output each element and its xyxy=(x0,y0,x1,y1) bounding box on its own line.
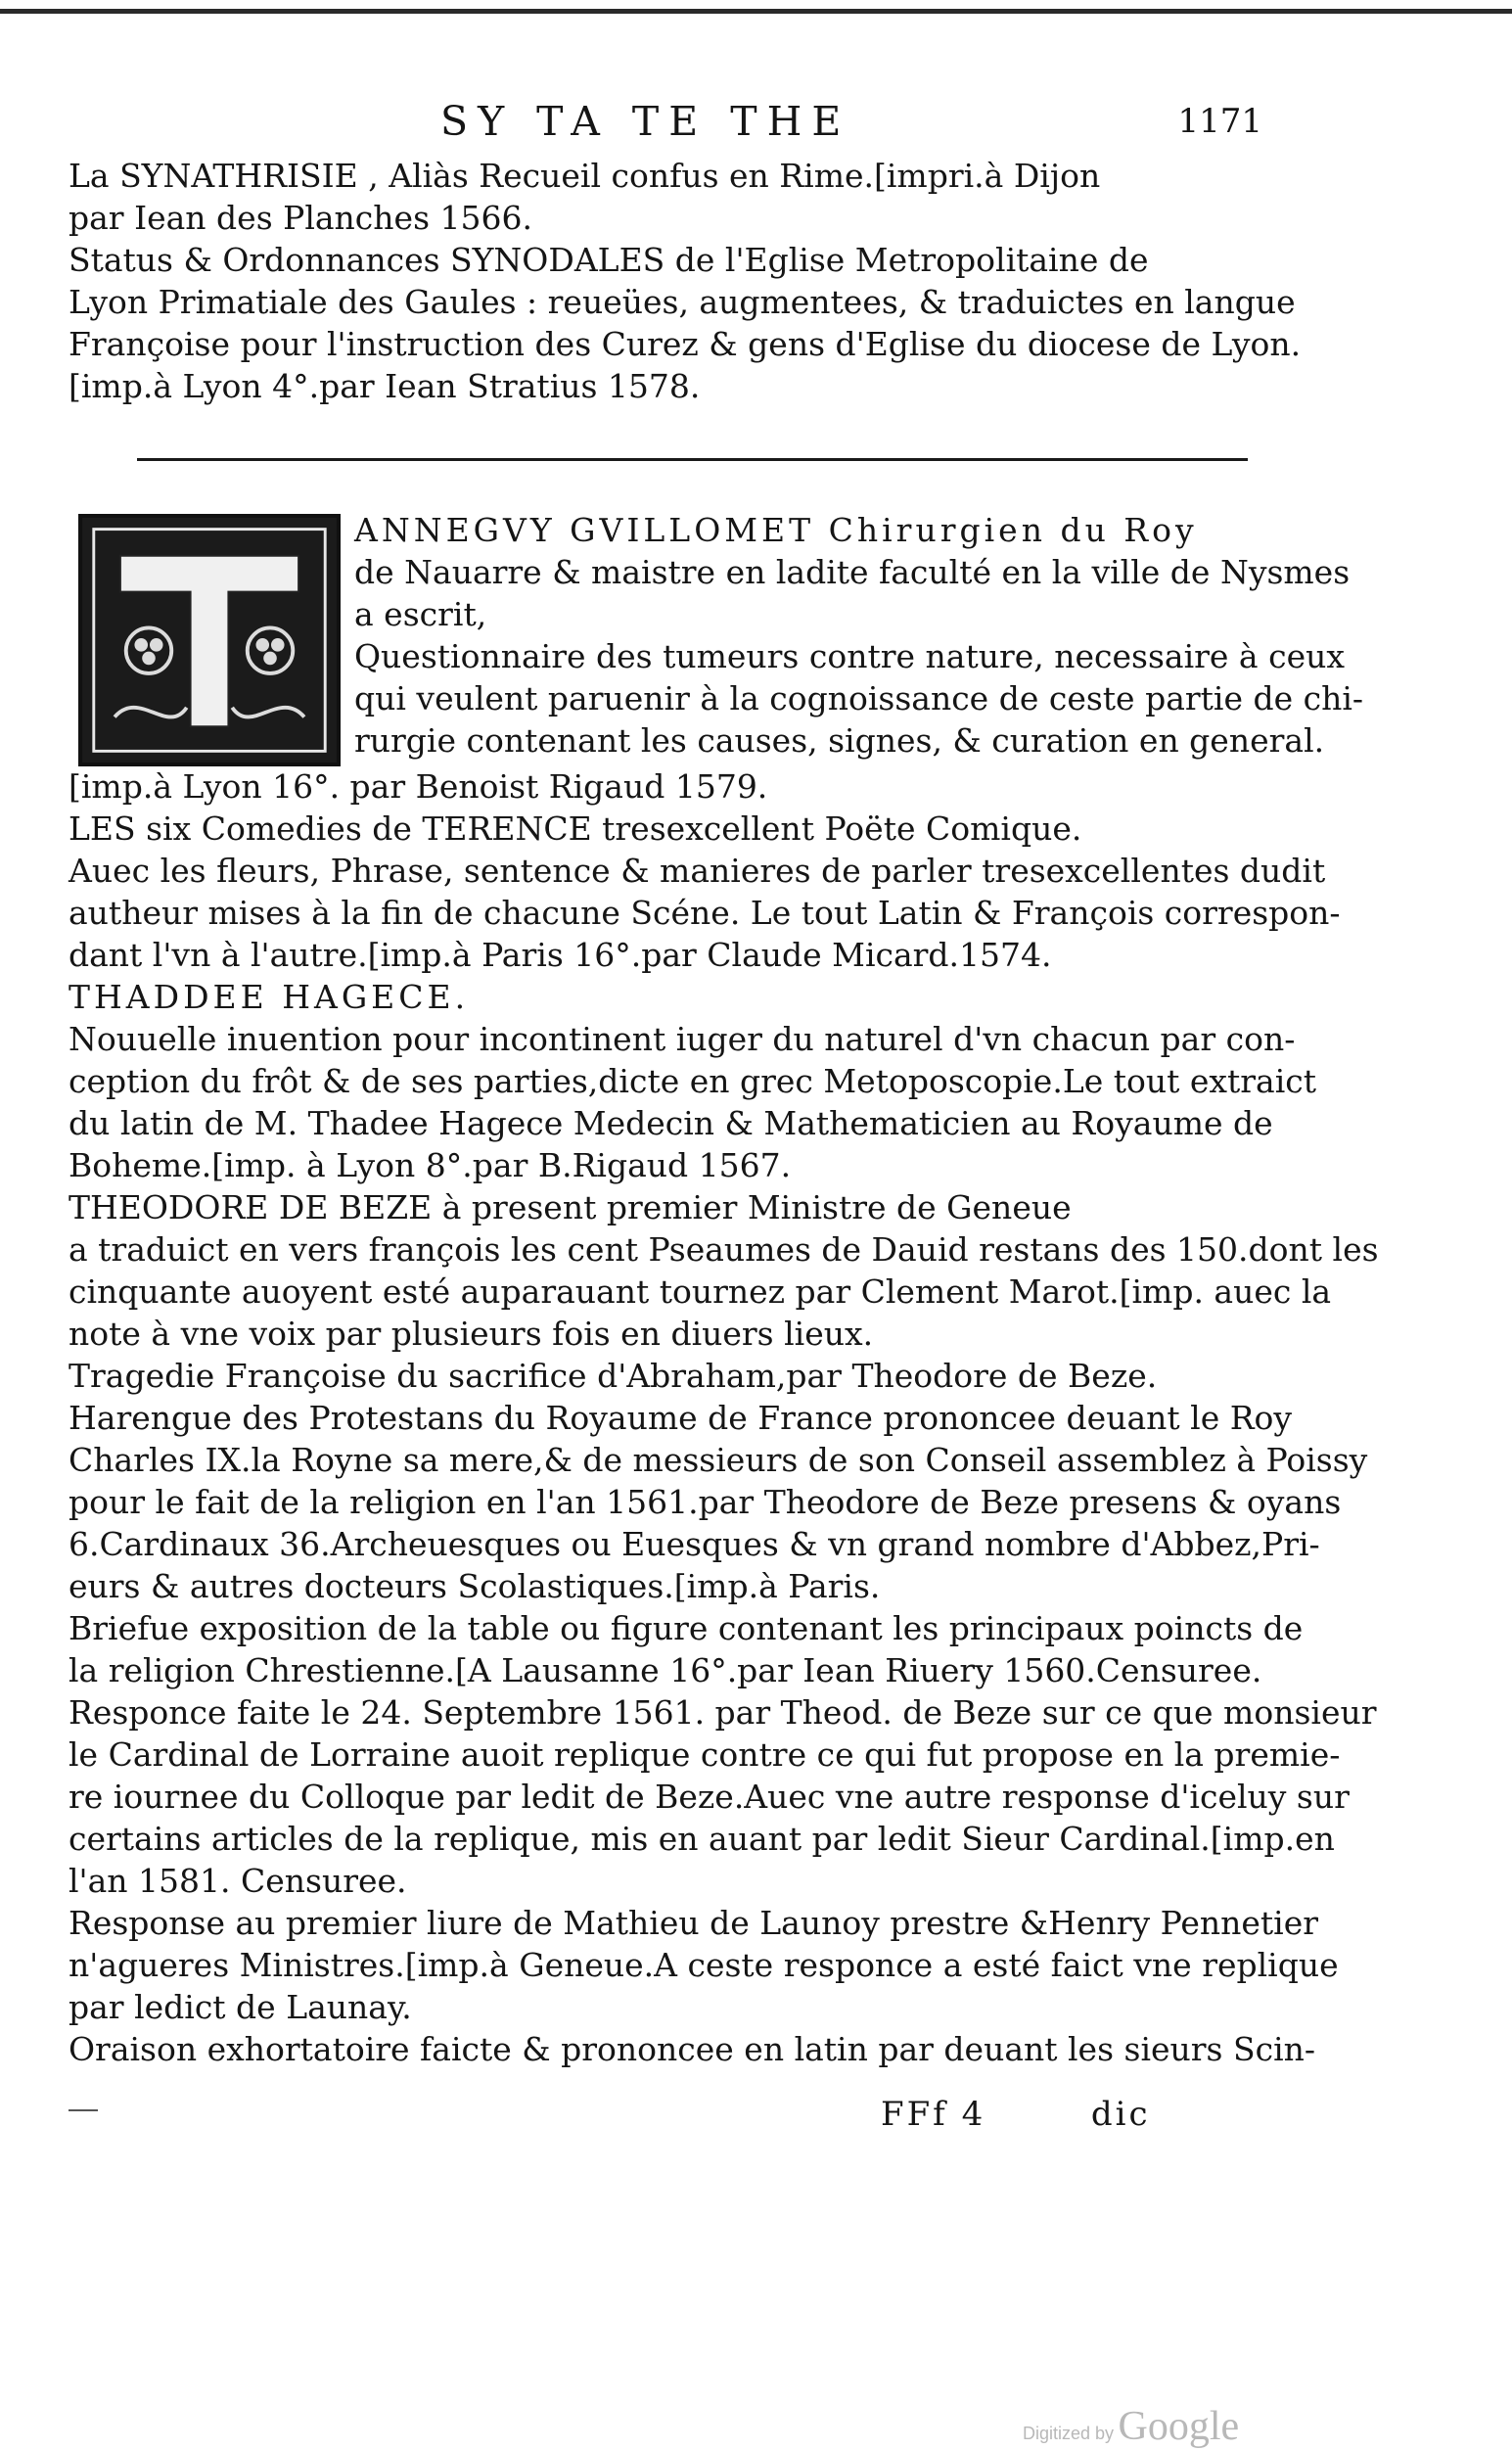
top-entries xyxy=(69,155,1302,407)
entry-status-line-2: Lyon Primatiale des Gaules : reueües, augmentees, & traduictes en langue xyxy=(69,283,1296,321)
entry-synathrisie-line-2: par Iean des Planches 1566. xyxy=(69,199,532,237)
watermark-prefix: Digitized by xyxy=(1023,2424,1115,2443)
body-line: Boheme.[imp. à Lyon 8°.par B.Rigaud 1567. xyxy=(69,1146,792,1184)
guillomet-line-2: de Nauarre & maistre en ladite faculté en la ville de Nysmes xyxy=(354,553,1351,591)
body-line: THADDEE HAGECE. xyxy=(69,978,470,1016)
body-line: Tragedie Françoise du sacrifice d'Abraham,par Theodore de Beze. xyxy=(69,1357,1158,1395)
margin-mark xyxy=(69,2109,98,2111)
body-line: Auec les fleurs, Phrase, sentence & manieres de parler tresexcellentes dudit xyxy=(69,852,1326,890)
guillomet-line-4: Questionnaire des tumeurs contre nature, necessaire à ceux xyxy=(354,637,1345,675)
page-footer xyxy=(881,2095,1151,2134)
body-line: par ledict de Launay. xyxy=(69,1988,412,2026)
guillomet-line-6: rurgie contenant les causes, signes, & curation en general. xyxy=(354,721,1325,760)
body-line: Briefue exposition de la table ou figure contenant les principaux poincts de xyxy=(69,1609,1304,1647)
body-line: ception du frôt & de ses parties,dicte en grec Metoposcopie.Le tout extraict xyxy=(69,1062,1317,1100)
body-line: re iournee du Colloque par ledit de Beze.Auec vne autre response d'iceluy sur xyxy=(69,1778,1350,1816)
body-line: Oraison exhortatoire faicte & prononcee en latin par deuant les sieurs Scin- xyxy=(69,2030,1316,2068)
body-line: note à vne voix par plusieurs fois en diuers lieux. xyxy=(69,1315,874,1353)
entry-status-line-3: Françoise pour l'instruction des Curez & gens d'Eglise du diocese de Lyon. xyxy=(69,325,1302,363)
body-line: n'agueres Ministres.[imp.à Geneue.A ceste responce a esté faict vne replique xyxy=(69,1946,1339,1984)
body-line: THEODORE DE BEZE à present premier Ministre de Geneue xyxy=(69,1188,1072,1226)
page-header xyxy=(127,98,1262,157)
body-line: Nouuelle inuention pour incontinent iuger du naturel d'vn chacun par con- xyxy=(69,1020,1296,1058)
running-head: SY TA TE THE xyxy=(440,98,851,145)
body-line: LES six Comedies de TERENCE tresexcellent Poëte Comique. xyxy=(69,809,1082,848)
digitization-watermark xyxy=(1023,2403,1239,2450)
guillomet-line-1: ANNEGVY GVILLOMET Chirurgien du Roy xyxy=(354,511,1198,549)
body-line: cinquante auoyent esté auparauant tournez par Clement Marot.[imp. auec la xyxy=(69,1272,1332,1311)
guillomet-line-5: qui veulent paruenir à la cognoissance de ceste partie de chi- xyxy=(354,679,1364,717)
body-line: l'an 1581. Censuree. xyxy=(69,1862,407,1900)
body-line: [imp.à Lyon 16°. par Benoist Rigaud 1579. xyxy=(69,767,768,806)
body-line: Response au premier liure de Mathieu de Launoy prestre &Henry Pennetier xyxy=(69,1904,1319,1942)
body-line: Charles IX.la Royne sa mere,& de messieurs de son Conseil assemblez à Poissy xyxy=(69,1441,1368,1479)
body-line: eurs & autres docteurs Scolastiques.[imp.à Paris. xyxy=(69,1567,881,1605)
catchword: dic xyxy=(1090,2095,1151,2134)
body-line: pour le fait de la religion en l'an 1561.par Theodore de Beze presens & oyans xyxy=(69,1483,1342,1521)
ornament-initial-icon xyxy=(82,518,337,763)
body-line: la religion Chrestienne.[A Lausanne 16°.par Iean Riuery 1560.Censuree. xyxy=(69,1651,1262,1689)
body-line: 6.Cardinaux 36.Archeuesques ou Euesques & vn grand nombre d'Abbez,Pri- xyxy=(69,1525,1320,1563)
entry-synathrisie-line-1: La SYNATHRISIE , Aliàs Recueil confus en Rime.[impri.à Dijon xyxy=(69,157,1101,195)
body-line: Harengue des Protestans du Royaume de France prononcee deuant le Roy xyxy=(69,1399,1293,1437)
body-line: dant l'vn à l'autre.[imp.à Paris 16°.par Claude Micard.1574. xyxy=(69,936,1052,974)
signature-mark: FFf 4 xyxy=(881,2095,986,2134)
body-line: Responce faite le 24. Septembre 1561. par Theod. de Beze sur ce que monsieur xyxy=(69,1693,1377,1732)
body-line: certains articles de la replique, mis en auant par ledit Sieur Cardinal.[imp.en xyxy=(69,1820,1335,1858)
entry-status-line-4: [imp.à Lyon 4°.par Iean Stratius 1578. xyxy=(69,367,701,405)
body-line: a traduict en vers françois les cent Pseaumes de Dauid restans des 150.dont les xyxy=(69,1230,1379,1269)
scan-top-border xyxy=(0,0,1512,22)
body-line: le Cardinal de Lorraine auoit replique contre ce qui fut propose en la premie- xyxy=(69,1735,1341,1774)
page-number: 1171 xyxy=(1177,102,1262,141)
body-line: du latin de M. Thadee Hagece Medecin & Mathematicien au Royaume de xyxy=(69,1104,1273,1142)
guillomet-entry xyxy=(354,509,1364,762)
section-divider xyxy=(137,458,1248,461)
body-text xyxy=(69,765,1379,2070)
guillomet-line-3: a escrit, xyxy=(354,595,487,633)
body-line: autheur mises à la fin de chacune Scéne. Le tout Latin & François correspon- xyxy=(69,894,1341,932)
google-logo: Google xyxy=(1118,2404,1240,2449)
entry-status-line-1: Status & Ordonnances SYNODALES de l'Eglise Metropolitaine de xyxy=(69,241,1149,279)
decorated-initial xyxy=(78,514,341,766)
